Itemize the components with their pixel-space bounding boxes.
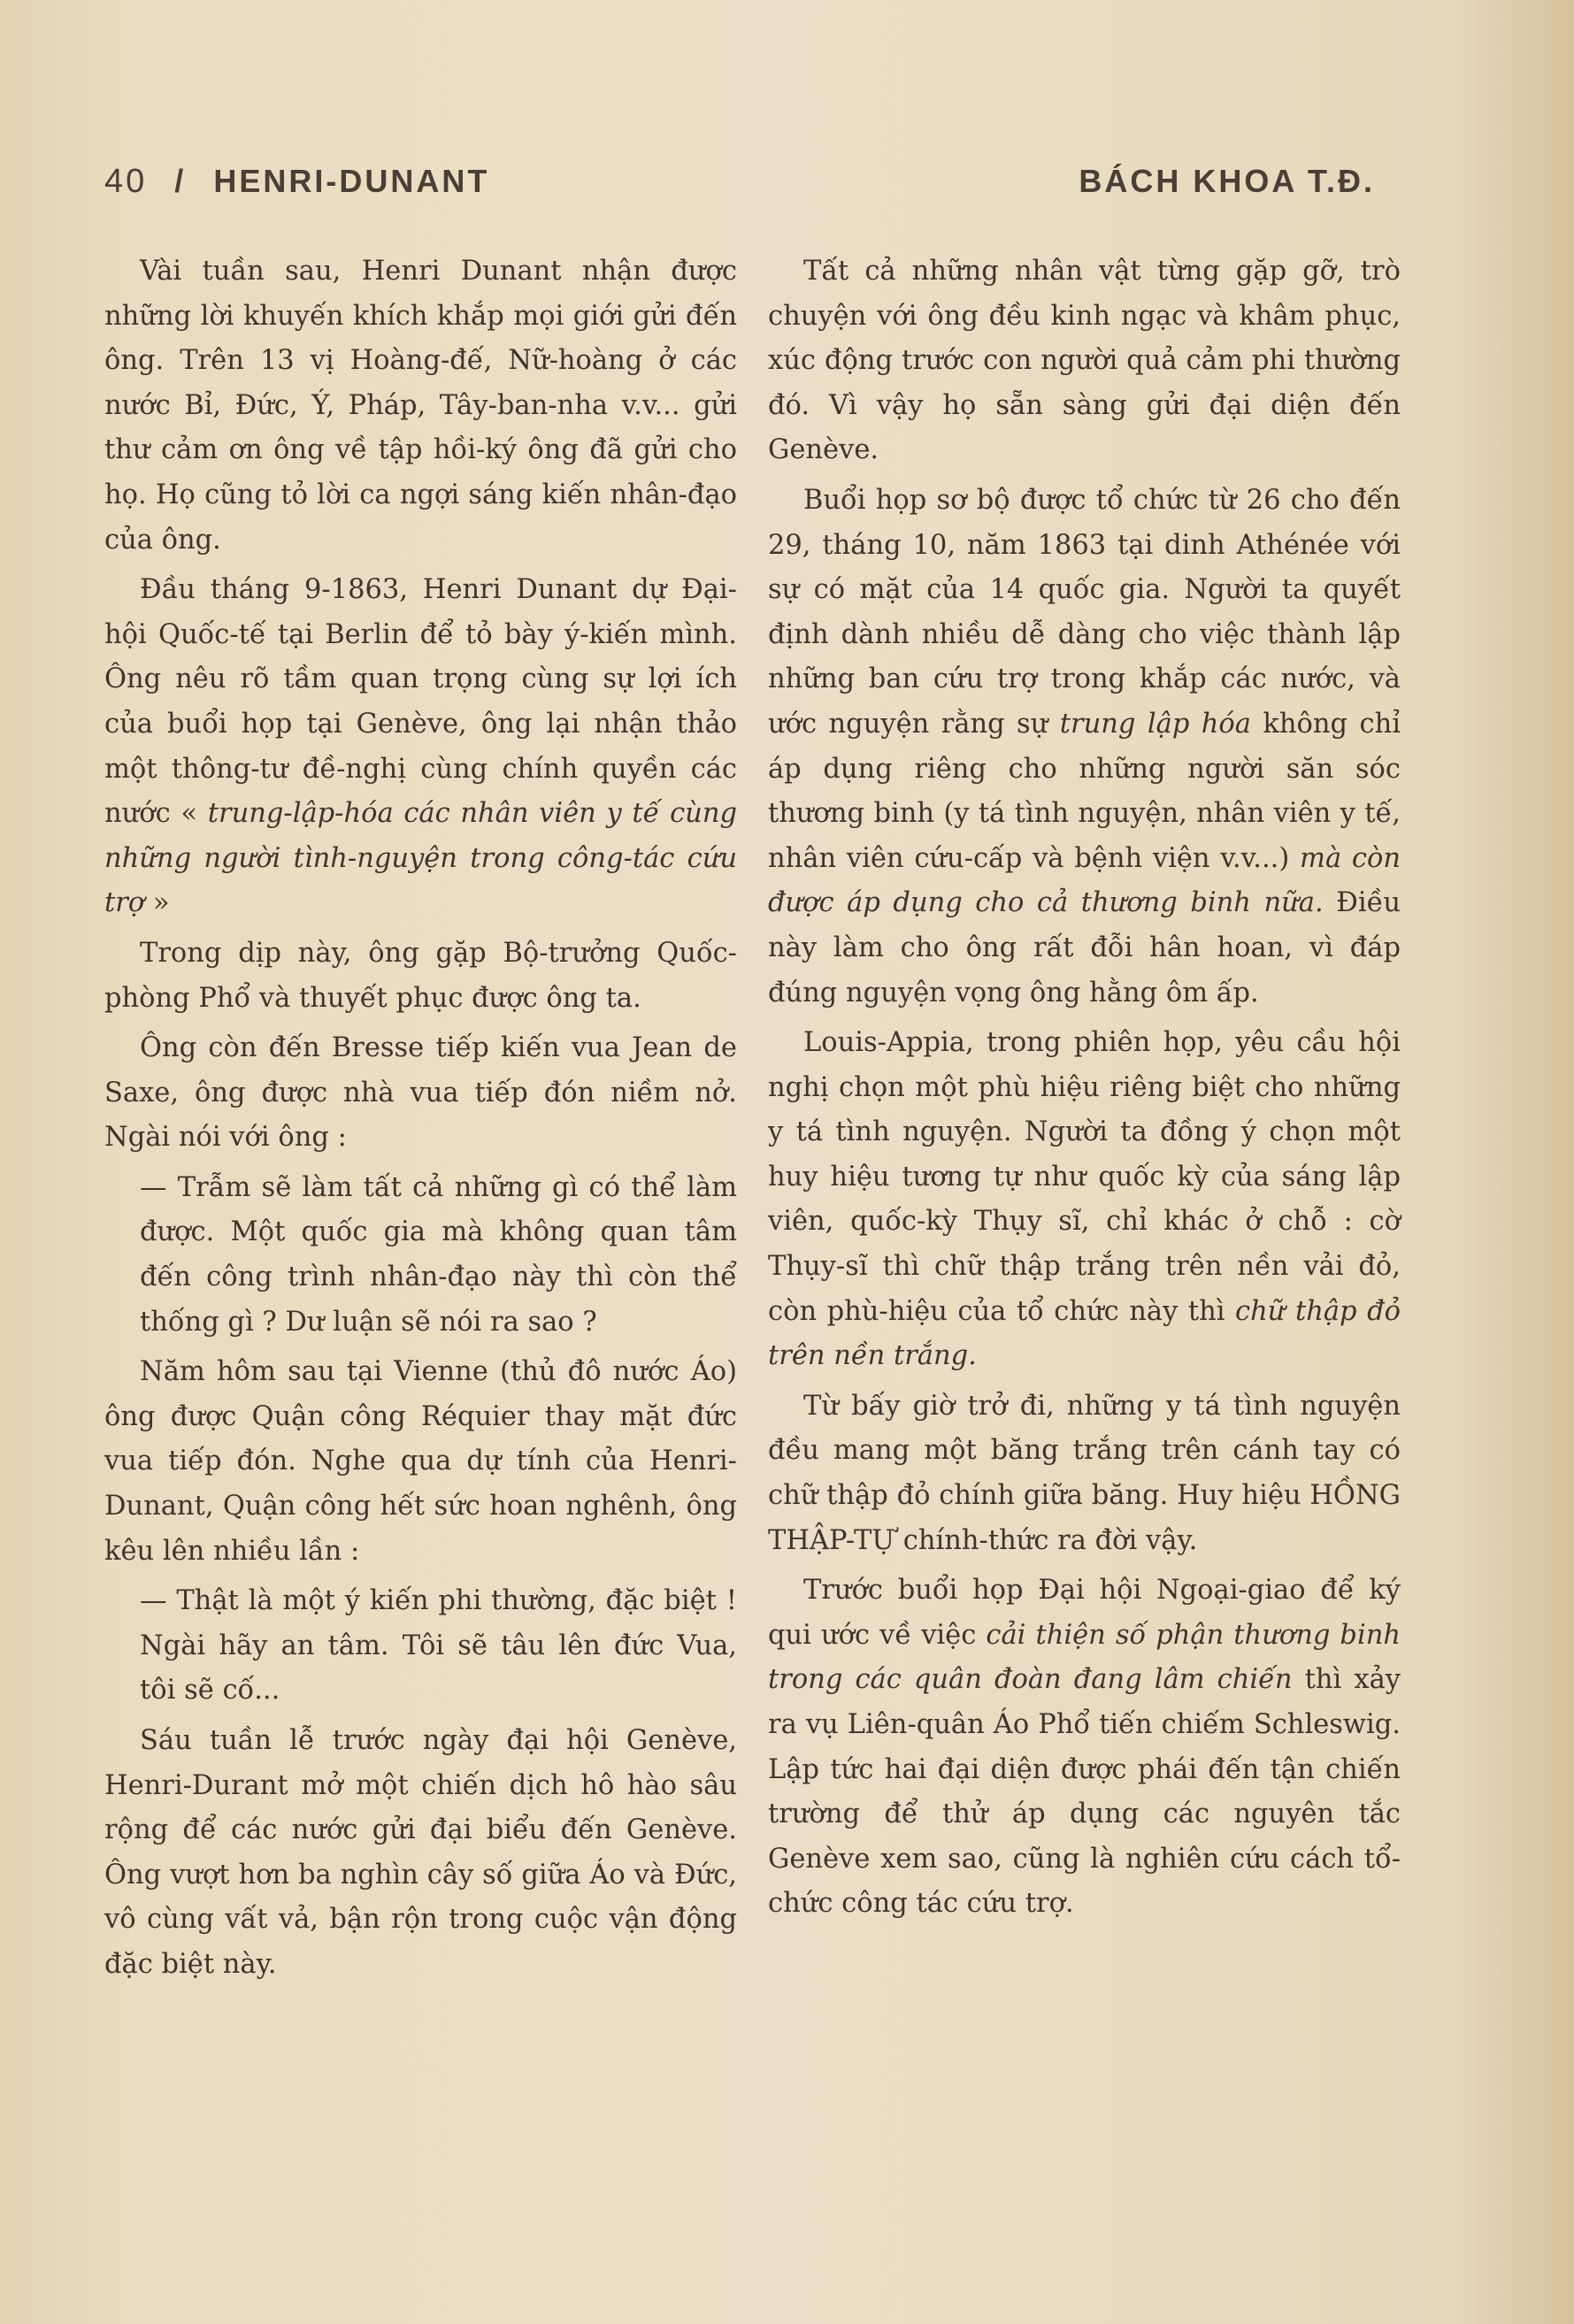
paragraph: Năm hôm sau tại Vienne (thủ đô nước Áo) ông được Quận công Réquier thay mặt đức vua tiếp đón. Nghe qua dự tính của Henri-Dunant, Quận công hết sức hoan nghênh, ông kêu lên nhiều lần : bbox=[104, 1356, 737, 1567]
paragraph bbox=[768, 1021, 1401, 1379]
paragraph: Vài tuần sau, Henri Dunant nhận được những lời khuyến khích khắp mọi giới gửi đến ông. Trên 13 vị Hoàng-đế, Nữ-hoàng ở các nước Bỉ, Đức, Ý, Pháp, Tây-ban-nha v.v... gửi thư cảm ơn ông về tập hồi-ký ông đã gửi cho họ. Họ cũng tỏ lời ca ngợi sáng kiến nhân-đạo của ông. bbox=[104, 256, 737, 556]
italic-text: trung lập hóa bbox=[1059, 708, 1251, 740]
text-run: Trước buổi họp Đại hội Ngoại-giao để ký qui ước về việc bbox=[768, 1575, 1401, 1651]
text-run: Buổi họp sơ bộ được tổ chức từ 26 cho đến 29, tháng 10, năm 1863 tại dinh Athénée với sự có mặt của 14 quốc gia. Người ta quyết định dành nhiều dễ dàng cho việc thành lập những ban cứu trợ trong khắp các nước, và ước nguyện rằng sự bbox=[768, 484, 1401, 740]
italic-text: mà còn được áp dụng cho cả thương binh nữa. bbox=[768, 842, 1401, 919]
italic-text: cải thiện số phận thương binh trong các quân đoàn đang lâm chiến bbox=[768, 1619, 1401, 1696]
paragraph bbox=[768, 479, 1401, 1016]
paragraph bbox=[768, 1569, 1401, 1927]
text-run: Điều này làm cho ông rất đỗi hân hoan, vì đáp đúng nguyện vọng ông hằng ôm ấp. bbox=[768, 887, 1401, 1009]
italic-text: trung-lập-hóa các nhân viên y tế cùng những người tình-nguyện trong công-tác cứu trợ bbox=[104, 798, 737, 919]
dialogue-line: — Trẫm sẽ làm tất cả những gì có thể làm được. Một quốc gia mà không quan tâm đến công trình nhân-đạo này thì còn thể thống gì ? Dư luận sẽ nói ra sao ? bbox=[140, 1171, 737, 1338]
paragraph: Ông còn đến Bresse tiếp kiến vua Jean de Saxe, ông được nhà vua tiếp đón niềm nở. Ngài nói với ông : bbox=[104, 1032, 737, 1154]
text-run: Đầu tháng 9-1863, Henri Dunant dự Đại-hội Quốc-tế tại Berlin để tỏ bày ý-kiến mình. Ông nêu rõ tầm quan trọng cùng sự lợi ích của buổi họp tại Genève, ông lại nhận thảo một thông-tư đề-nghị cùng chính quyền các nước « bbox=[104, 574, 737, 830]
text-run: Louis-Appia, trong phiên họp, yêu cầu hội nghị chọn một phù hiệu riêng biệt cho những y tá tình nguyện. Người ta đồng ý chọn một huy hiệu tương tự như quốc kỳ của sáng lập viên, quốc-kỳ Thụy sĩ, chỉ khác ở chỗ : cờ Thụy-sĩ thì chữ thập trắng trên nền vải đỏ, còn phù-hiệu của tổ chức này thì bbox=[768, 1027, 1401, 1327]
italic-text: chữ thập đỏ trên nền trắng. bbox=[768, 1295, 1401, 1372]
page-header bbox=[104, 155, 1375, 208]
running-title: HENRI-DUNANT bbox=[213, 162, 490, 199]
header-left bbox=[104, 163, 505, 201]
text-run: thì xảy ra vụ Liên-quân Áo Phổ tiến chiếm Schleswig. Lập tức hai đại diện được phái đến tận chiến trường để thử áp dụng các nguyên tắc Genève xem sao, cũng là nghiên cứu cách tổ-chức công tác cứu trợ. bbox=[768, 1664, 1401, 1920]
page-number: 40 bbox=[104, 162, 148, 200]
paragraph: Tất cả những nhân vật từng gặp gỡ, trò chuyện với ông đều kinh ngạc và khâm phục, xúc động trước con người quả cảm phi thường đó. Vì vậy họ sẵn sàng gửi đại diện đến Genève. bbox=[768, 256, 1401, 466]
right-column bbox=[768, 249, 1401, 1932]
paragraph: Từ bấy giờ trở đi, những y tá tình nguyện đều mang một băng trắng trên cánh tay có chữ thập đỏ chính giữa băng. Huy hiệu HỒNG THẬP-TỰ chính-thức ra đời vậy. bbox=[768, 1390, 1401, 1556]
paragraph bbox=[104, 568, 737, 926]
text-run: » bbox=[144, 887, 170, 919]
dialogue-line: — Thật là một ý kiến phi thường, đặc biệt ! Ngài hãy an tâm. Tôi sẽ tâu lên đức Vua, tôi sẽ cố... bbox=[140, 1585, 737, 1707]
left-column bbox=[104, 249, 737, 1993]
text-run: không chỉ áp dụng riêng cho những người săn sóc thương binh (y tá tình nguyện, nhân viên y tế, nhân viên cứu-cấp và bệnh viện v.v...) bbox=[768, 708, 1401, 874]
header-separator: / bbox=[174, 162, 187, 199]
publication-title: BÁCH KHOA T.Đ. bbox=[1079, 163, 1375, 199]
paragraph: Trong dịp này, ông gặp Bộ-trưởng Quốc-phòng Phổ và thuyết phục được ông ta. bbox=[104, 937, 737, 1014]
paragraph: Sáu tuần lễ trước ngày đại hội Genève, Henri-Durant mở một chiến dịch hô hào sâu rộng để các nước gửi đại biểu đến Genève. Ông vượt hơn ba nghìn cây số giữa Áo và Đức, vô cùng vất vả, bận rộn trong cuộc vận động đặc biệt này. bbox=[104, 1725, 737, 1980]
